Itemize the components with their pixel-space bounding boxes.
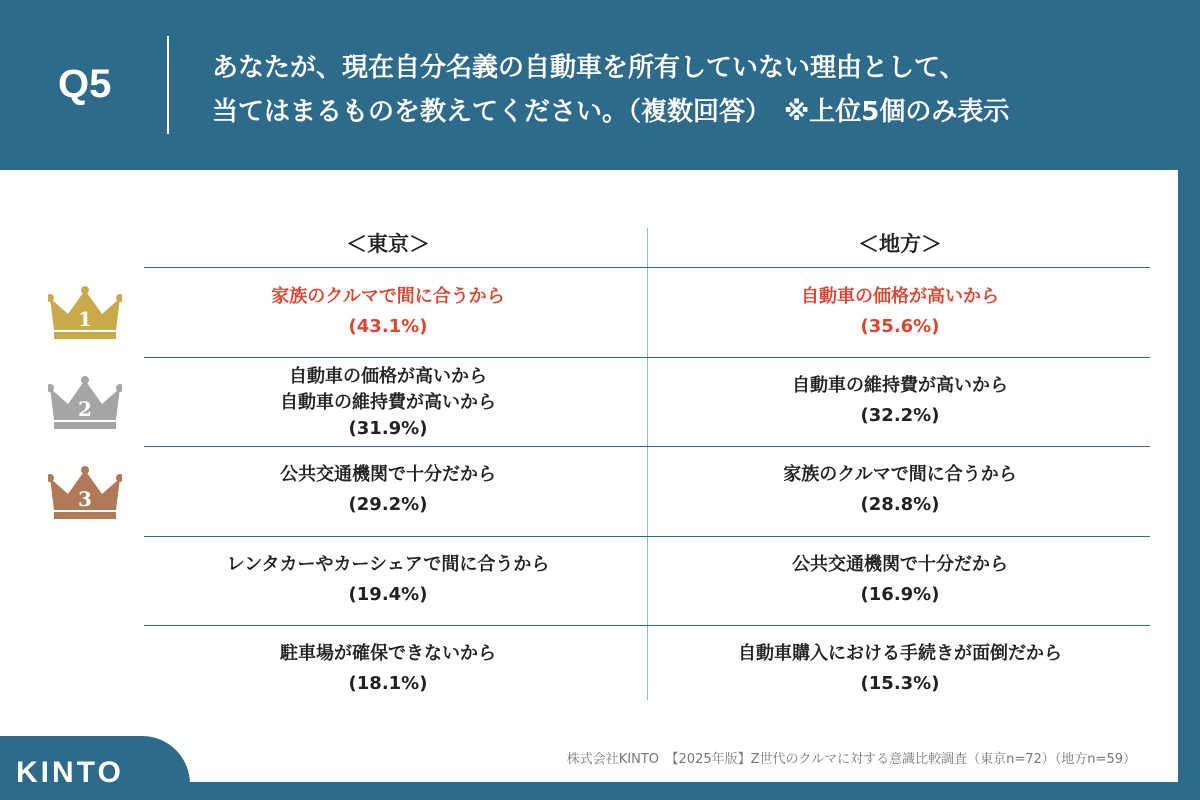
question-text	[212, 46, 1172, 134]
rank-1-tokyo	[148, 282, 628, 342]
question-line-2: 当てはまるものを教えてください。（複数回答） ※上位5個のみ表示	[212, 97, 1010, 127]
reason-text: 自動車の価格が高いから	[801, 286, 999, 307]
percentage-text: (43.1%)	[348, 316, 428, 337]
rank-1-chiho	[660, 282, 1140, 342]
reason-text: 自動車の価格が高いから	[289, 366, 487, 387]
source-note: 株式会社KINTO 【2025年版】Z世代のクルマに対する意識比較調査（東京n=72）（地方n=59）	[566, 752, 1136, 767]
reason-text: 公共交通機関で十分だから	[280, 464, 496, 485]
rank-2-chiho	[660, 371, 1140, 431]
crown-rank-1-icon	[48, 284, 122, 344]
rank-3-chiho	[660, 460, 1140, 520]
header-divider	[167, 36, 169, 134]
crown-rank-label: 3	[78, 487, 92, 511]
reason-text: 自動車購入における手続きが面倒だから	[738, 643, 1062, 664]
reason-text: 自動車の維持費が高いから	[280, 392, 496, 413]
column-divider	[647, 228, 648, 700]
reason-text: 家族のクルマで間に合うから	[783, 464, 1017, 485]
kinto-logo: KINTO	[16, 756, 124, 789]
rank-4-tokyo	[148, 550, 628, 610]
reason-text: 公共交通機関で十分だから	[792, 554, 1008, 575]
crown-rank-label: 2	[78, 397, 92, 421]
row-divider	[144, 446, 1150, 447]
percentage-text: (29.2%)	[348, 494, 428, 515]
row-divider	[144, 625, 1150, 626]
logo-tab	[0, 736, 190, 800]
question-header	[0, 0, 1200, 170]
rank-4-chiho	[660, 550, 1140, 610]
percentage-text: (19.4%)	[348, 584, 428, 605]
percentage-text: (15.3%)	[860, 673, 940, 694]
column-header-chiho: ＜地方＞	[858, 232, 942, 256]
percentage-text: (28.8%)	[860, 494, 940, 515]
row-divider	[144, 267, 1150, 268]
percentage-text: (31.9%)	[348, 418, 428, 439]
crown-rank-3-icon	[48, 464, 122, 524]
reason-text: 家族のクルマで間に合うから	[271, 286, 505, 307]
crown-rank-label: 1	[78, 307, 92, 331]
question-line-1: あなたが、現在自分名義の自動車を所有していない理由として、	[212, 53, 966, 83]
percentage-text: (32.2%)	[860, 405, 940, 426]
rank-2-tokyo	[148, 364, 628, 442]
percentage-text: (18.1%)	[348, 673, 428, 694]
percentage-text: (16.9%)	[860, 584, 940, 605]
reason-text: レンタカーやカーシェアで間に合うから	[226, 554, 550, 575]
reason-text: 自動車の維持費が高いから	[792, 375, 1008, 396]
column-header-tokyo: ＜東京＞	[346, 232, 430, 256]
ranking-card	[0, 170, 1178, 782]
crown-rank-2-icon	[48, 374, 122, 434]
rank-3-tokyo	[148, 460, 628, 520]
percentage-text: (35.6%)	[860, 316, 940, 337]
rank-5-tokyo	[148, 639, 628, 699]
row-divider	[144, 536, 1150, 537]
question-number: Q5	[58, 62, 112, 106]
row-divider	[144, 357, 1150, 358]
reason-text: 駐車場が確保できないから	[280, 643, 496, 664]
rank-5-chiho	[660, 639, 1140, 699]
